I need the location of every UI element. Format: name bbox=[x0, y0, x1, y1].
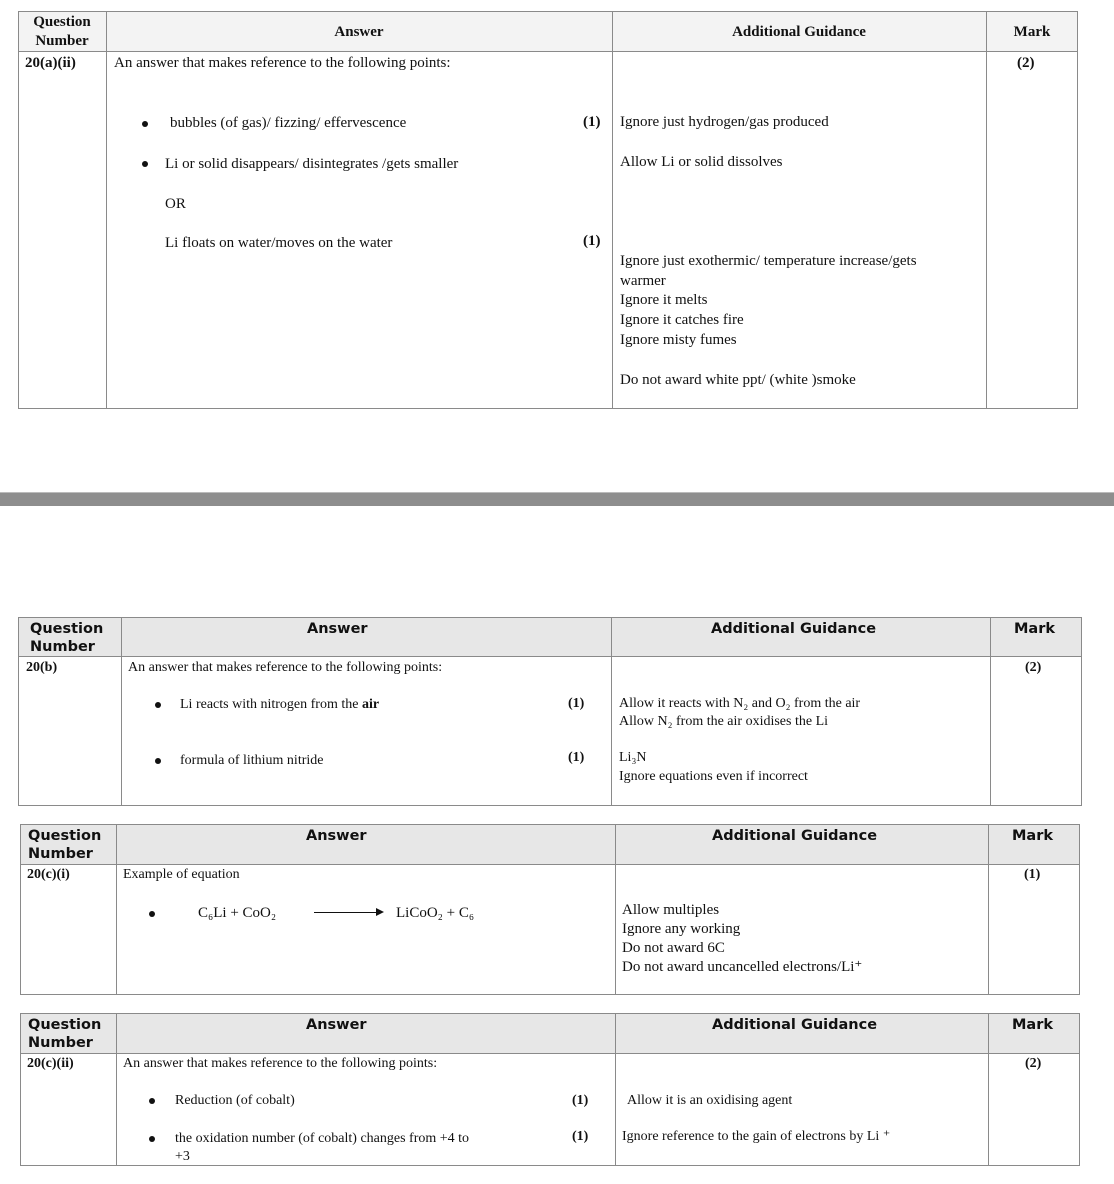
point-mark: (1) bbox=[583, 233, 601, 249]
table-border bbox=[20, 824, 1080, 995]
bullet-icon bbox=[155, 758, 161, 764]
bullet-icon bbox=[142, 121, 148, 127]
header-guidance: Additional Guidance bbox=[732, 24, 866, 40]
header-mark: Mark bbox=[1012, 828, 1054, 844]
divider bbox=[615, 1013, 616, 1166]
header-answer: Answer bbox=[307, 621, 368, 637]
guidance-line: Allow it is an oxidising agent bbox=[627, 1093, 793, 1108]
divider bbox=[615, 824, 616, 995]
guidance-line: Allow multiples bbox=[622, 902, 720, 918]
header-mark: Mark bbox=[1014, 621, 1056, 637]
question-number: 20(c)(ii) bbox=[27, 1056, 74, 1071]
guidance-line: Do not award white ppt/ (white )smoke bbox=[620, 372, 856, 388]
answer-point: Li reacts with nitrogen from the air bbox=[180, 697, 380, 712]
guidance-line: Do not award 6C bbox=[622, 940, 725, 956]
header-question-number: Question Number bbox=[28, 1017, 102, 1051]
guidance-line: Ignore any working bbox=[622, 921, 741, 937]
answer-intro: Example of equation bbox=[123, 867, 240, 882]
guidance-line: Allow Li or solid dissolves bbox=[620, 154, 783, 170]
guidance-line: Ignore reference to the gain of electrons by Li ⁺ bbox=[622, 1129, 891, 1144]
guidance-line: Ignore just exothermic/ temperature increase/gets bbox=[620, 253, 917, 269]
divider bbox=[20, 1053, 1080, 1054]
total-mark: (2) bbox=[1025, 1056, 1042, 1071]
bullet-icon bbox=[142, 161, 148, 167]
question-number: 20(a)(ii) bbox=[25, 55, 76, 71]
header-question-number: Question Number bbox=[30, 621, 104, 655]
divider bbox=[121, 617, 122, 806]
answer-point: formula of lithium nitride bbox=[180, 753, 324, 768]
point-mark: (1) bbox=[572, 1129, 589, 1144]
guidance-line: Allow N₂ from the air oxidises the Li bbox=[619, 714, 829, 729]
total-mark: (2) bbox=[1017, 55, 1035, 71]
divider bbox=[20, 864, 1080, 865]
header-guidance: Additional Guidance bbox=[712, 1017, 878, 1033]
question-number: 20(c)(i) bbox=[27, 867, 70, 882]
header-guidance: Additional Guidance bbox=[711, 621, 877, 637]
header-question-number: Question Number bbox=[28, 828, 102, 862]
bullet-icon bbox=[149, 1098, 155, 1104]
guidance-line: Ignore it catches fire bbox=[620, 312, 744, 328]
divider bbox=[612, 11, 613, 409]
divider bbox=[988, 824, 989, 995]
divider bbox=[988, 1013, 989, 1166]
guidance-line: Li₃N bbox=[619, 750, 647, 765]
divider bbox=[611, 617, 612, 806]
header-mark: Mark bbox=[1012, 1017, 1054, 1033]
header-answer: Answer bbox=[306, 828, 367, 844]
equation-products: LiCoO₂ + C₆ bbox=[396, 905, 475, 921]
divider bbox=[116, 1013, 117, 1166]
point-mark: (1) bbox=[572, 1093, 589, 1108]
header-guidance: Additional Guidance bbox=[712, 828, 878, 844]
divider bbox=[116, 824, 117, 995]
divider bbox=[18, 51, 1078, 52]
answer-or: OR bbox=[165, 196, 186, 212]
header-mark: Mark bbox=[1013, 24, 1051, 40]
bullet-icon bbox=[149, 1136, 155, 1142]
point-mark: (1) bbox=[568, 696, 585, 711]
total-mark: (1) bbox=[1024, 867, 1041, 882]
reaction-arrow-icon bbox=[314, 912, 382, 913]
bullet-icon bbox=[155, 702, 161, 708]
guidance-line: Ignore it melts bbox=[620, 292, 708, 308]
answer-point-continued: +3 bbox=[175, 1149, 190, 1164]
guidance-line: Ignore just hydrogen/gas produced bbox=[620, 114, 829, 130]
divider bbox=[106, 11, 107, 409]
answer-intro: An answer that makes reference to the following points: bbox=[123, 1056, 438, 1071]
answer-point: Reduction (of cobalt) bbox=[175, 1093, 295, 1108]
divider bbox=[986, 11, 987, 409]
question-number: 20(b) bbox=[26, 660, 58, 675]
answer-point: bubbles (of gas)/ fizzing/ effervescence bbox=[170, 115, 407, 131]
page-separator bbox=[0, 492, 1114, 506]
equation-reactants: C₆Li + CoO₂ bbox=[198, 905, 277, 921]
answer-intro: An answer that makes reference to the following points: bbox=[128, 660, 443, 675]
answer-point: Li floats on water/moves on the water bbox=[165, 235, 393, 251]
guidance-line: warmer bbox=[620, 273, 666, 289]
answer-point: Li or solid disappears/ disintegrates /gets smaller bbox=[165, 156, 459, 172]
point-mark: (1) bbox=[568, 750, 585, 765]
header-question-number: Question Number bbox=[33, 14, 91, 49]
header-answer: Answer bbox=[334, 24, 384, 40]
total-mark: (2) bbox=[1025, 660, 1042, 675]
point-mark: (1) bbox=[583, 114, 601, 130]
guidance-line: Ignore misty fumes bbox=[620, 332, 737, 348]
divider bbox=[990, 617, 991, 806]
bullet-icon bbox=[149, 911, 155, 917]
table-border bbox=[18, 617, 1082, 806]
guidance-line: Ignore equations even if incorrect bbox=[619, 769, 808, 784]
guidance-line: Allow it reacts with N₂ and O₂ from the air bbox=[619, 696, 861, 711]
guidance-line: Do not award uncancelled electrons/Li⁺ bbox=[622, 959, 863, 975]
header-answer: Answer bbox=[306, 1017, 367, 1033]
divider bbox=[18, 656, 1082, 657]
answer-intro: An answer that makes reference to the following points: bbox=[114, 55, 451, 71]
answer-point: the oxidation number (of cobalt) changes from +4 to bbox=[175, 1131, 470, 1146]
